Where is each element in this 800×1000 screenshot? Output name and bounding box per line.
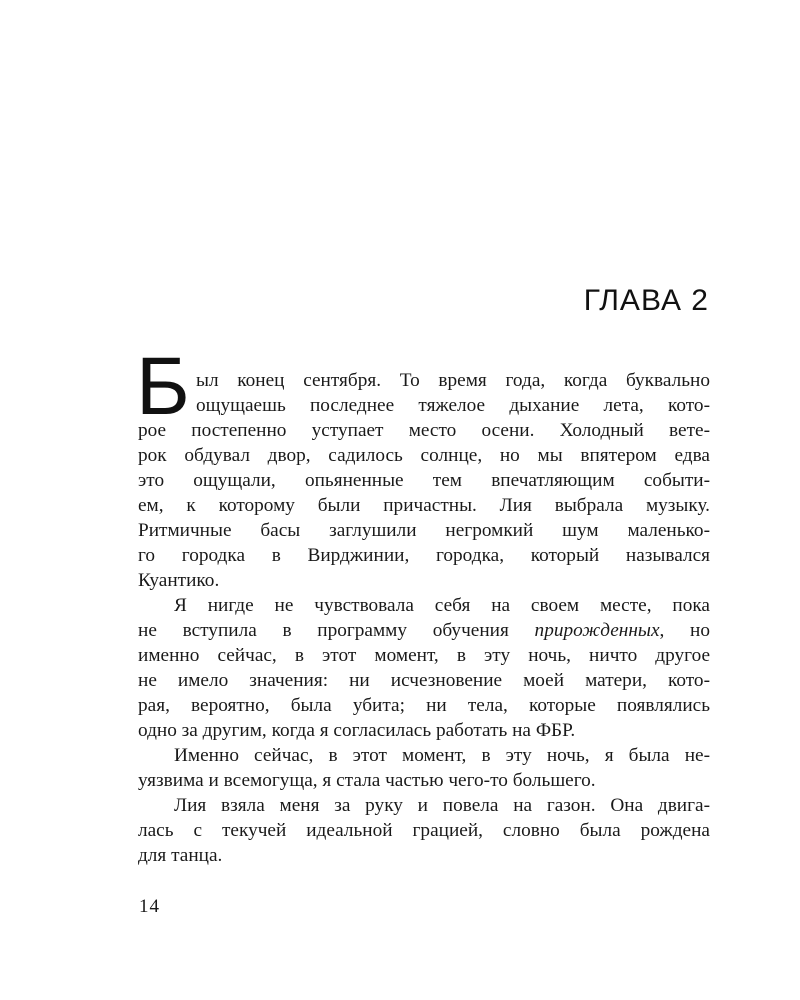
text-line: Я нигде не чувствовала себя на своем месте, пока [174,595,710,616]
drop-cap: Б [136,341,190,432]
text-line: Именно сейчас, в этот момент, в эту ночь, я была не- [174,745,710,766]
text-line: ыл конец сентября. То время года, когда буквально [196,370,710,391]
chapter-title: ГЛАВА 2 [583,284,709,317]
paragraph-3 [138,743,710,793]
text-line [138,618,710,643]
text-line: рая, вероятно, была убита; ни тела, которые появлялись [138,695,710,716]
text-fragment: не вступила в программу обучения [138,620,535,641]
page-number: 14 [139,896,160,917]
paragraph-4 [138,793,710,868]
text-line: уязвима и всемогуща, я стала частью чего-то большего. [138,770,596,791]
text-line: не имело значения: ни исчезновение моей матери, кото- [138,670,710,691]
text-line: именно сейчас, в этот момент, в эту ночь, ничто другое [138,645,710,666]
text-fragment: , но [659,620,710,641]
text-line: Ритмичные басы заглушили негромкий шум маленько- [138,520,710,541]
text-line: Куантико. [138,570,220,591]
text-line: лась с текучей идеальной грацией, словно была рождена [138,820,710,841]
text-line: для танца. [138,845,223,866]
paragraph-2 [138,593,710,743]
text-line: рок обдувал двор, садилось солнце, но мы впятером едва [138,445,710,466]
text-line: го городка в Вирджинии, городка, который назывался [138,545,710,566]
text-line: ем, к которому были причастны. Лия выбрала музыку. [138,495,710,516]
text-line: рое постепенно уступает место осени. Холодный вете- [138,420,710,441]
emphasized-word: прирожденных [534,620,660,641]
body-text [136,341,710,868]
text-line: ощущаешь последнее тяжелое дыхание лета, кото- [196,395,710,416]
text-line: это ощущали, опьяненные тем впечатляющим событи- [138,470,710,491]
text-line: Лия взяла меня за руку и повела на газон. Она двига- [174,795,710,816]
paragraph-1 [136,341,710,593]
text-line: одно за другим, когда я согласилась работать на ФБР. [138,720,576,741]
